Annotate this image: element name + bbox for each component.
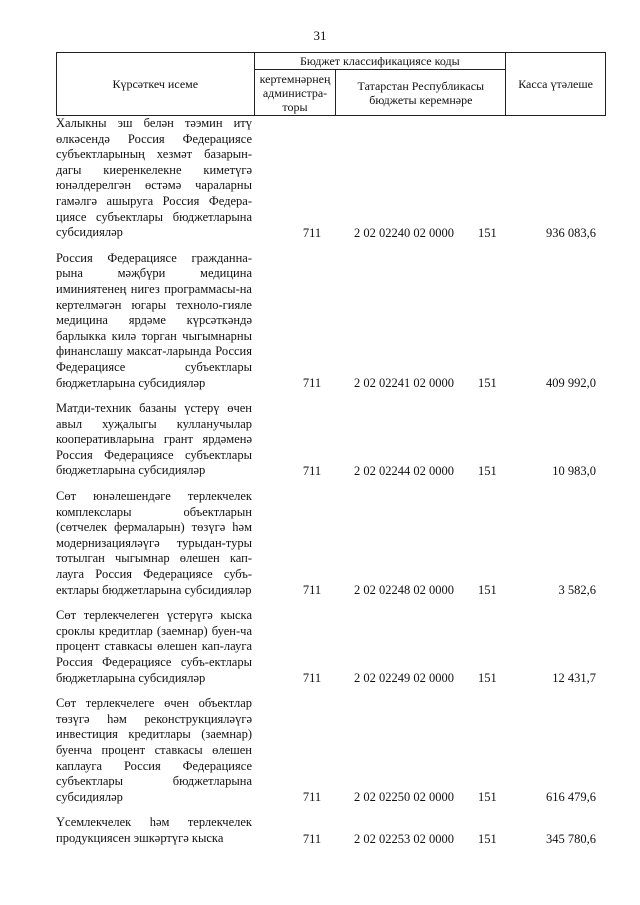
row-code: 2 02 02241 02 0000	[354, 376, 454, 391]
row-code: 2 02 02249 02 0000	[354, 671, 454, 686]
row-amount: 936 083,6	[546, 225, 596, 240]
row-admin: 711	[302, 790, 322, 805]
table-body	[56, 116, 616, 847]
row-name: Россия Федерациясе гражданна-рына мәҗбүри медицина иминиятенең нигез программасы-на кертелмәгән югары техноло-гияле медицина ярдәме күрсәткәндә барлыкка килә торган чыгымнарны финанслашу максат-ларында Россия Федерациясе субъектлары бюджетларына субсидияләр	[56, 250, 252, 390]
row-code: 2 02 02250 02 0000	[354, 790, 454, 805]
table-row	[56, 815, 616, 846]
table-row	[56, 489, 616, 598]
header-cash: Касса үтәлеше	[506, 53, 606, 116]
header-budget-codes: Бюджет классификациясе коды	[254, 53, 506, 70]
row-name: Сөт юнәлешендәге терлекчелек комплекслары объектларын (сөтчелек фермаларын) төзүгә һәм модернизацияләүгә турыдан-туры тотылган чыгымнар өлешен кап-лауга Россия Федерациясе субъ-ектлары бюджетларына субсидияләр	[56, 489, 252, 597]
row-admin: 711	[302, 671, 322, 686]
header-tatar-budget: Татарстан Республикасы бюджеты керемнәре	[336, 70, 506, 116]
row-amount: 345 780,6	[546, 831, 596, 846]
row-name: Сөт терлекчелеге өчен объектлар төзүгә һәм реконструкцияләүгә инвестиция кредитлары (заемнар) буенча процент ставкасы өлешен каплауга Россия Федерациясе субъектлары бюджетларына субсидияләр	[56, 696, 252, 804]
row-amount: 409 992,0	[546, 376, 596, 391]
table-row	[56, 696, 616, 805]
row-admin: 711	[302, 464, 322, 479]
row-admin: 711	[302, 225, 322, 240]
row-admin: 711	[302, 376, 322, 391]
page-number: 31	[313, 28, 327, 43]
row-econ-code: 151	[478, 831, 497, 846]
row-amount: 12 431,7	[552, 671, 596, 686]
row-admin: 711	[302, 831, 322, 846]
row-econ-code: 151	[478, 376, 497, 391]
row-amount: 3 582,6	[558, 583, 596, 598]
row-admin: 711	[302, 583, 322, 598]
row-name: Халыкны эш белән тәэмин итү өлкәсендә Россия Федерациясе субъектларының хезмәт базарын-дагы киеренкелекне киметүгә юнәлдерелгән өстәмә чараларны гамәлгә ашыруга Россия Федера-циясе субъектлары бюджетларына субсидияләр	[56, 116, 252, 240]
row-econ-code: 151	[478, 464, 497, 479]
header-admin: кертемнәрнең администра-торы	[254, 70, 336, 116]
row-econ-code: 151	[478, 225, 497, 240]
row-name: Үсемлекчелек һәм терлекчелек продукциясен эшкәртүгә кыска	[56, 815, 252, 845]
row-code: 2 02 02244 02 0000	[354, 464, 454, 479]
row-code: 2 02 02240 02 0000	[354, 225, 454, 240]
table-header	[56, 52, 606, 116]
row-econ-code: 151	[478, 671, 497, 686]
table-row	[56, 401, 616, 479]
row-amount: 616 479,6	[546, 790, 596, 805]
header-indicator: Күрсәткеч исеме	[57, 53, 255, 116]
row-name: Сөт терлекчелеген үстерүгә кыска сроклы кредитлар (заемнар) буен-ча процент ставкасы өлешен кап-лауга Россия Федерациясе субъ-ектлары бюджетларына субсидияләр	[56, 608, 252, 685]
row-econ-code: 151	[478, 583, 497, 598]
row-name: Матди-техник базаны үстерү өчен авыл хуҗалыгы кулланучылар кооперативларына грант ярдәменә Россия Федерациясе субъектлары бюджетларына субсидияләр	[56, 401, 252, 478]
table-row	[56, 608, 616, 686]
row-code: 2 02 02253 02 0000	[354, 831, 454, 846]
table-row	[56, 251, 616, 391]
row-code: 2 02 02248 02 0000	[354, 583, 454, 598]
row-econ-code: 151	[478, 790, 497, 805]
row-amount: 10 983,0	[552, 464, 596, 479]
table-row	[56, 116, 616, 241]
